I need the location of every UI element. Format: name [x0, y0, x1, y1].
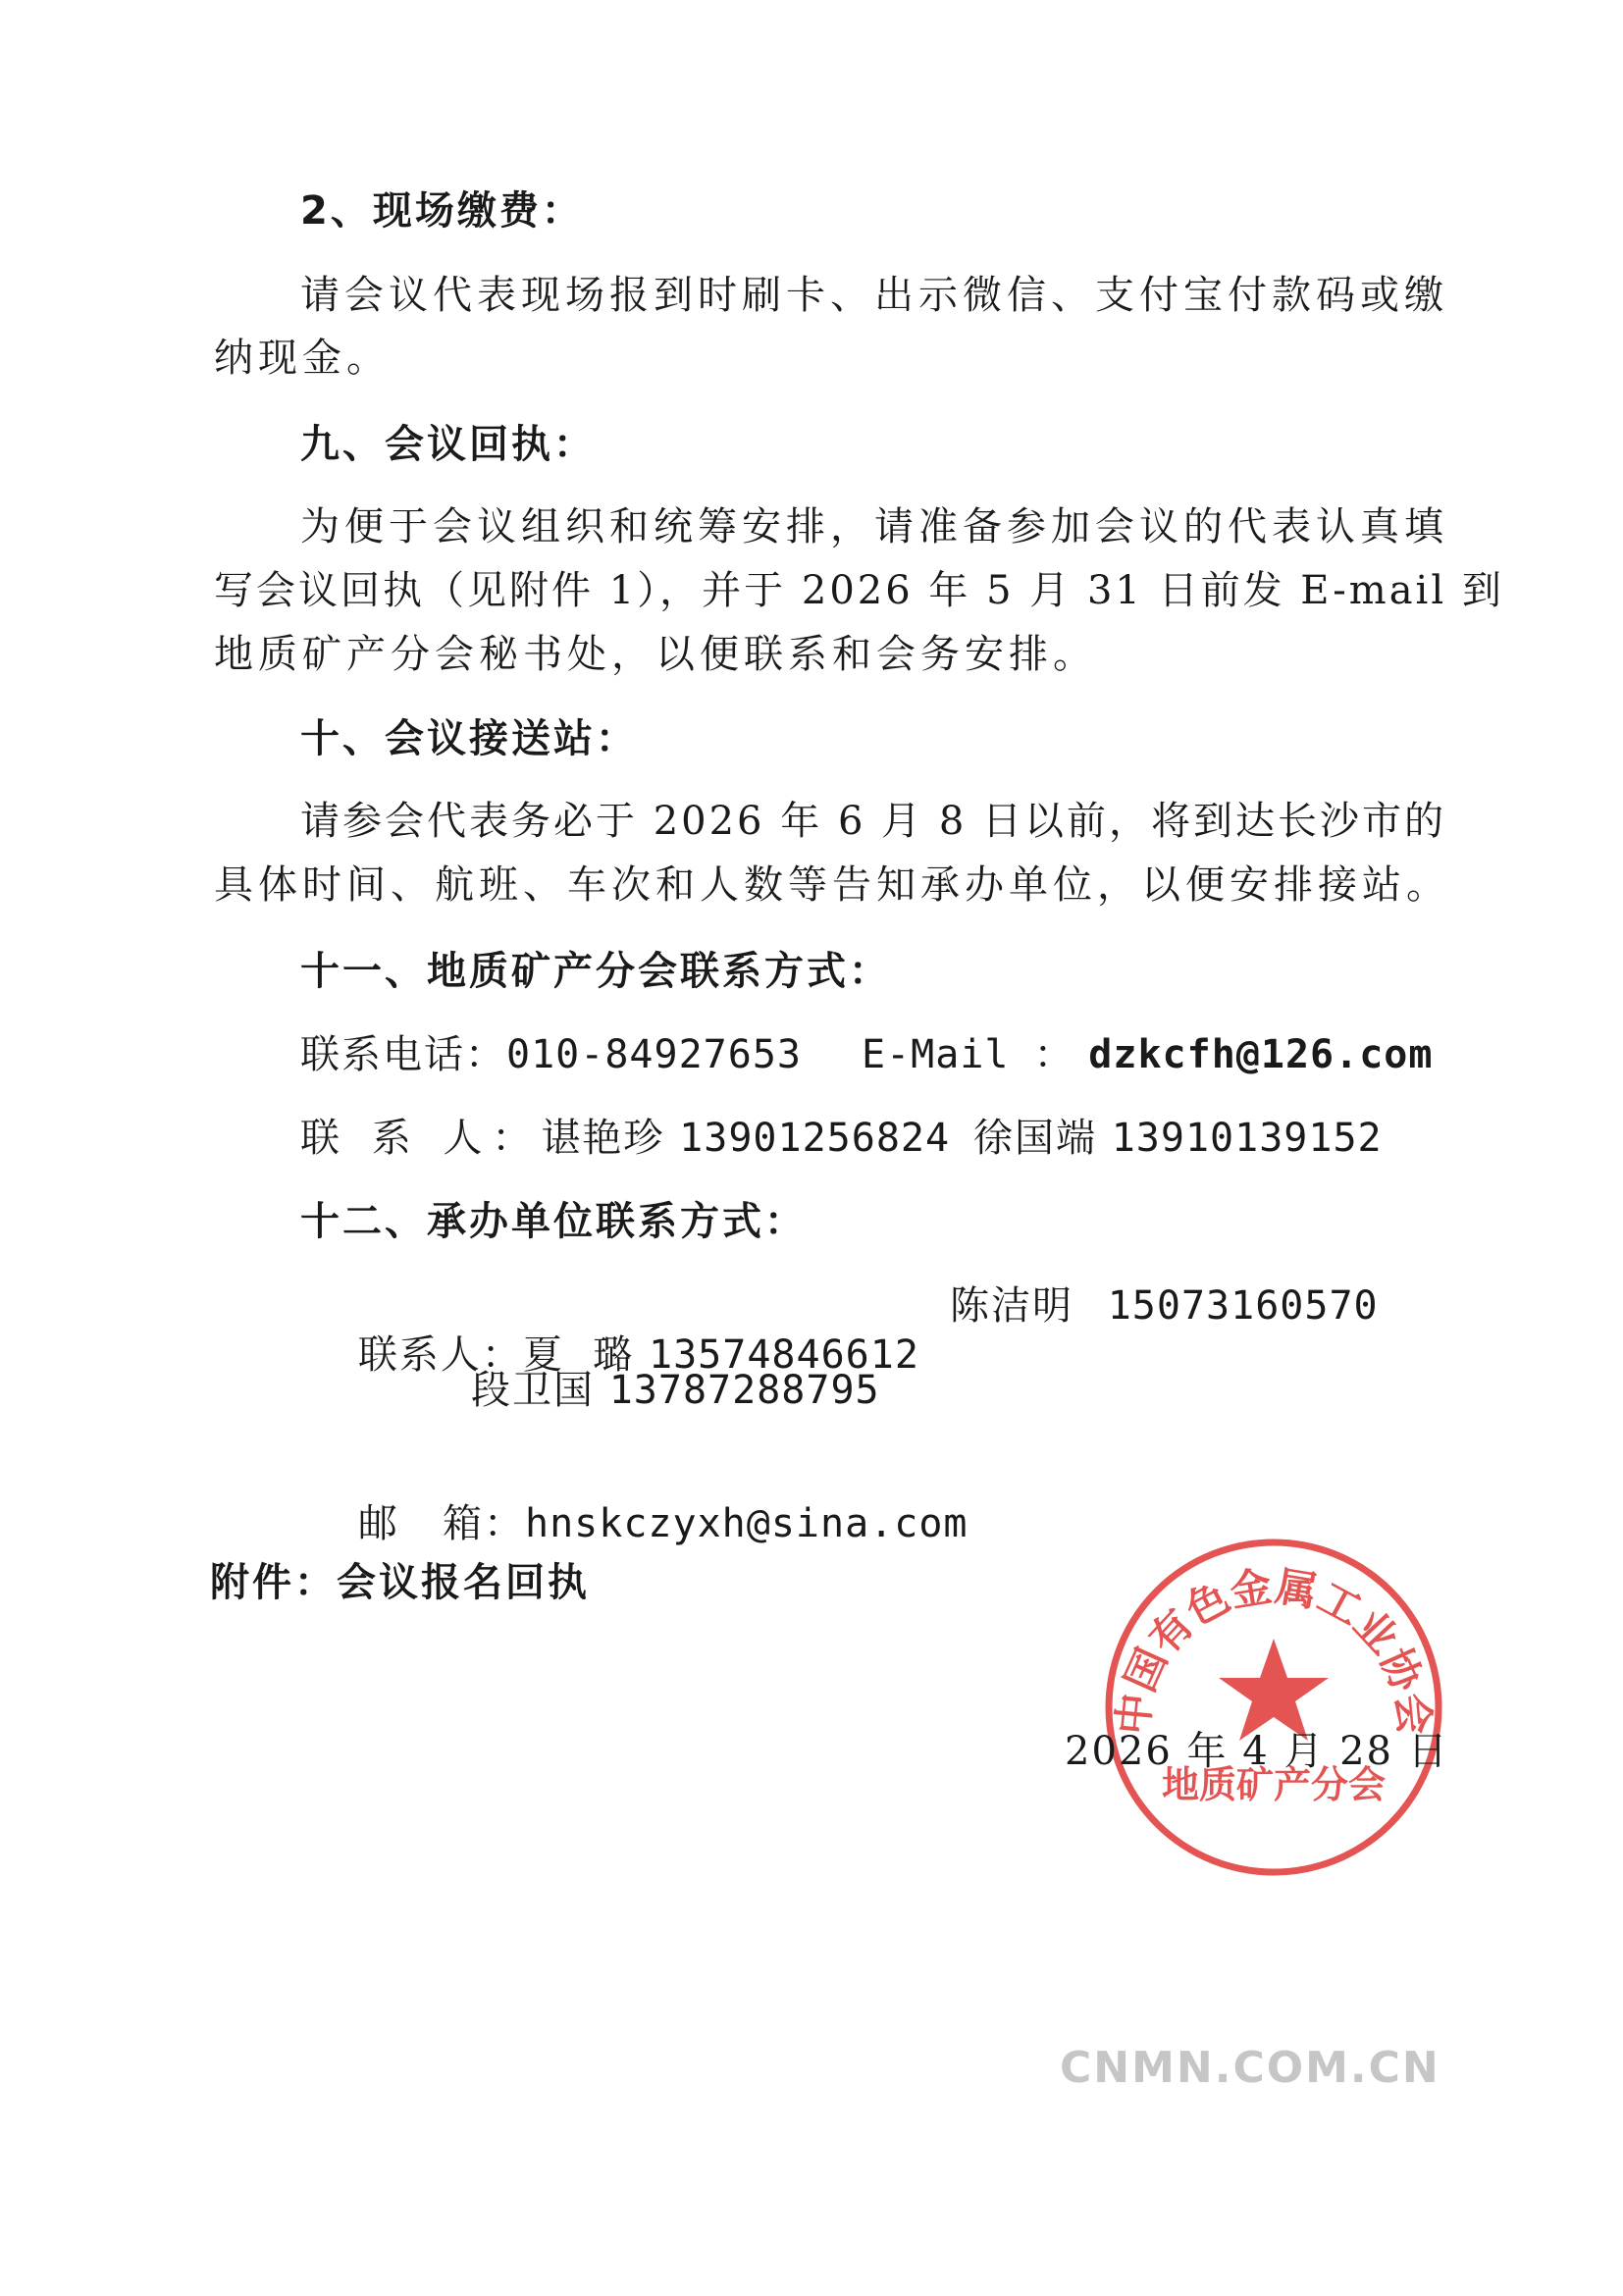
attachment-line: 附件：会议报名回执	[210, 1560, 590, 1605]
receipt-heading: 九、会议回执：	[300, 422, 596, 467]
receipt-text-line-1: 为便于会议组织和统筹安排，请准备参加会议的代表认真填	[300, 504, 1448, 549]
payment-heading: 2、现场缴费：	[300, 188, 584, 234]
person-label: 联 系 人：	[300, 1116, 542, 1161]
organizer-person-label: 联系人：	[357, 1332, 523, 1378]
receipt-text-line-3: 地质矿产分会秘书处，以便联系和会务安排。	[214, 632, 1097, 677]
receipt-text-line-2: 写会议回执（见附件 1），并于 2026 年 5 月 31 日前发 E-mail 到	[214, 568, 1504, 613]
payment-text-line-2: 纳现金。	[214, 336, 391, 381]
date-text: 2026 年 4 月 28 日	[1065, 1729, 1449, 1774]
star-icon	[1219, 1639, 1329, 1741]
pickup-text-line-2: 具体时间、航班、车次和人数等告知承办单位，以便安排接站。	[214, 862, 1450, 908]
email-label: E-Mail ：	[862, 1032, 1074, 1077]
organizer-person-3-name: 段卫国	[471, 1368, 595, 1413]
payment-text-line-1: 请会议代表现场报到时刷卡、出示微信、支付宝付款码或缴	[300, 273, 1448, 318]
person-1-phone: 13901256824	[679, 1116, 951, 1161]
mail-address[interactable]: hnskczyxh@sina.com	[525, 1501, 969, 1546]
seal-bottom-text: 地质矿产分会	[1161, 1763, 1387, 1806]
organizer-person-2-name: 陈洁明	[950, 1283, 1073, 1329]
branch-contact-heading: 十一、地质矿产分会联系方式：	[300, 949, 891, 994]
organizer-person-2-row	[950, 1281, 1379, 1331]
organizer-person-3-phone: 13787288795	[608, 1368, 880, 1413]
site-watermark: CNMN.COM.CN	[1060, 2043, 1440, 2093]
branch-email-row	[862, 1030, 1433, 1079]
organizer-person-1-name: 夏 璐	[522, 1332, 635, 1378]
person-2-phone: 13910139152	[1111, 1116, 1383, 1161]
branch-phone-row	[300, 1030, 802, 1079]
phone-label: 联系电话：	[300, 1032, 506, 1077]
seal-graphic	[1097, 1531, 1450, 1884]
email-address[interactable]: dzkcfh@126.com	[1088, 1032, 1434, 1077]
pickup-text-line-1: 请参会代表务必于 2026 年 6 月 8 日以前，将到达长沙市的	[300, 799, 1446, 844]
official-seal	[1097, 1531, 1450, 1884]
document-date	[1065, 1727, 1449, 1776]
person-2-name: 徐国端	[973, 1116, 1097, 1161]
organizer-person-3-row	[471, 1366, 880, 1415]
branch-person-row	[300, 1114, 950, 1163]
branch-person-2-row	[973, 1114, 1383, 1163]
phone-number: 010-84927653	[506, 1032, 802, 1077]
pickup-heading: 十、会议接送站：	[300, 716, 638, 761]
person-1-name: 谌艳珍	[541, 1116, 665, 1161]
organizer-person-2-phone: 15073160570	[1107, 1283, 1379, 1329]
seal-top-text: 中国有色金属工业协会	[1108, 1561, 1440, 1737]
mail-label: 邮 箱：	[357, 1501, 526, 1546]
organizer-person-1-phone: 13574846612	[649, 1332, 919, 1378]
organizer-contact-heading: 十二、承办单位联系方式：	[300, 1199, 807, 1244]
